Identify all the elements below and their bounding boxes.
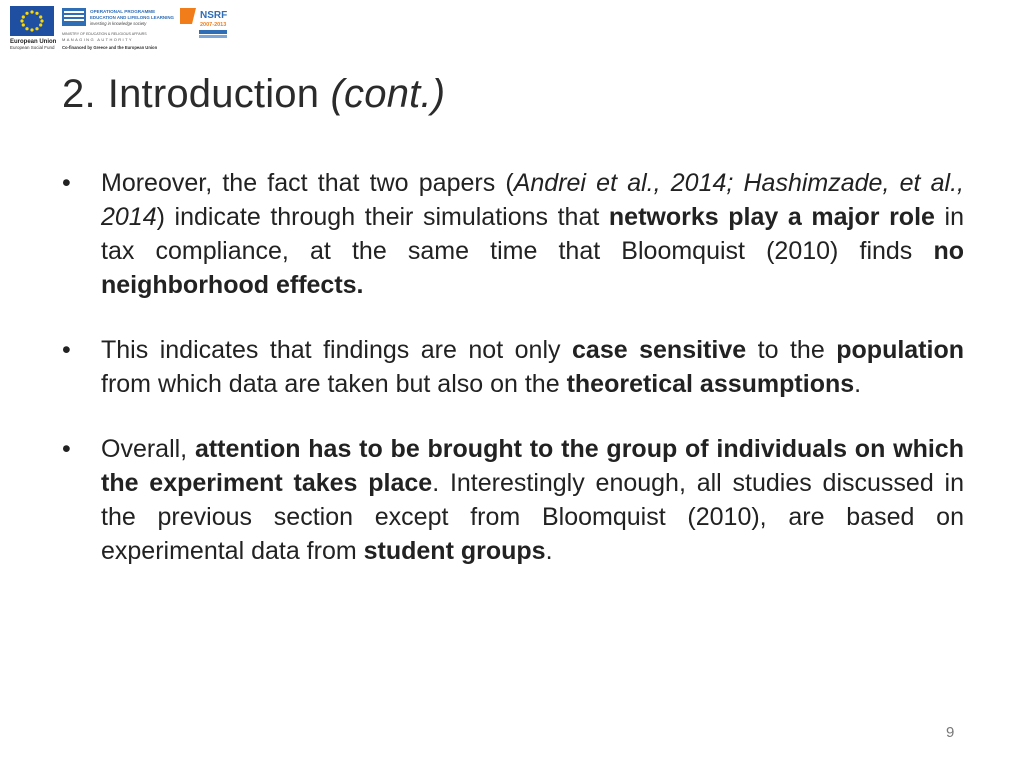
- emphasis-text: networks play a major role: [608, 203, 935, 231]
- bullet-item-1: [62, 166, 964, 302]
- nsrf-title: NSRF: [200, 10, 228, 21]
- logo-strip: [6, 4, 230, 52]
- eu-label: European Union: [10, 39, 57, 45]
- text-span: ) indicate through their simulations that: [156, 203, 609, 231]
- bullet-icon: •: [62, 435, 71, 463]
- bullet-item-3: [62, 432, 964, 568]
- cofinance-label: Co-financed by Greece and the European Union: [62, 45, 158, 50]
- emphasis-text: student groups: [363, 537, 546, 565]
- programme-line-1: OPERATIONAL PROGRAMME: [90, 9, 156, 14]
- text-span: from which data are taken but also on the: [101, 370, 567, 398]
- title-text: Introduction: [107, 72, 320, 116]
- citation-text: Andrei et al., 2014; Hashimzade, et al., 2014: [101, 169, 964, 231]
- bullet-icon: •: [62, 169, 71, 197]
- sponsor-logos: [6, 4, 230, 52]
- page-title: [62, 72, 445, 117]
- esf-label: European Social Fund: [10, 45, 55, 50]
- text-span: .: [545, 537, 553, 565]
- nsrf-years: 2007-2013: [200, 22, 227, 28]
- text-span: in tax compliance, at the same time that Bloomquist (2010) finds: [101, 203, 964, 265]
- emphasis-text: case sensitive: [572, 336, 747, 364]
- emphasis-text: theoretical assumptions: [566, 370, 855, 398]
- text-span: to the: [746, 336, 837, 364]
- emphasis-text: population: [836, 336, 964, 364]
- page-number: 9: [946, 724, 955, 741]
- bullet-icon: •: [62, 336, 71, 364]
- emphasis-text: no neighborhood effects.: [101, 237, 964, 299]
- text-span: This indicates that findings are not only: [101, 336, 573, 364]
- ministry-line-1: MINISTRY OF EDUCATION & RELIGIOUS AFFAIRS: [62, 32, 147, 36]
- bullet-item-2: [62, 333, 964, 401]
- ministry-line-2: MANAGING AUTHORITY: [62, 37, 133, 42]
- text-span: . Interestingly enough, all studies discussed in the previous section except from Bloomquist (2010), are based on experimental data from: [101, 469, 964, 565]
- emphasis-text: attention has to be brought to the group of individuals on which the experiment takes place: [101, 435, 964, 497]
- section-number: 2.: [62, 72, 96, 116]
- bullet-list: [62, 166, 964, 599]
- programme-logo-icon: [62, 8, 86, 26]
- text-span: Overall,: [101, 435, 195, 463]
- title-suffix: (cont.): [330, 72, 446, 116]
- programme-line-3: investing in knowledge society: [90, 21, 147, 26]
- text-span: .: [854, 370, 862, 398]
- text-span: Moreover, the fact that two papers (: [101, 169, 514, 197]
- programme-line-2: EDUCATION AND LIFELONG LEARNING: [90, 15, 174, 20]
